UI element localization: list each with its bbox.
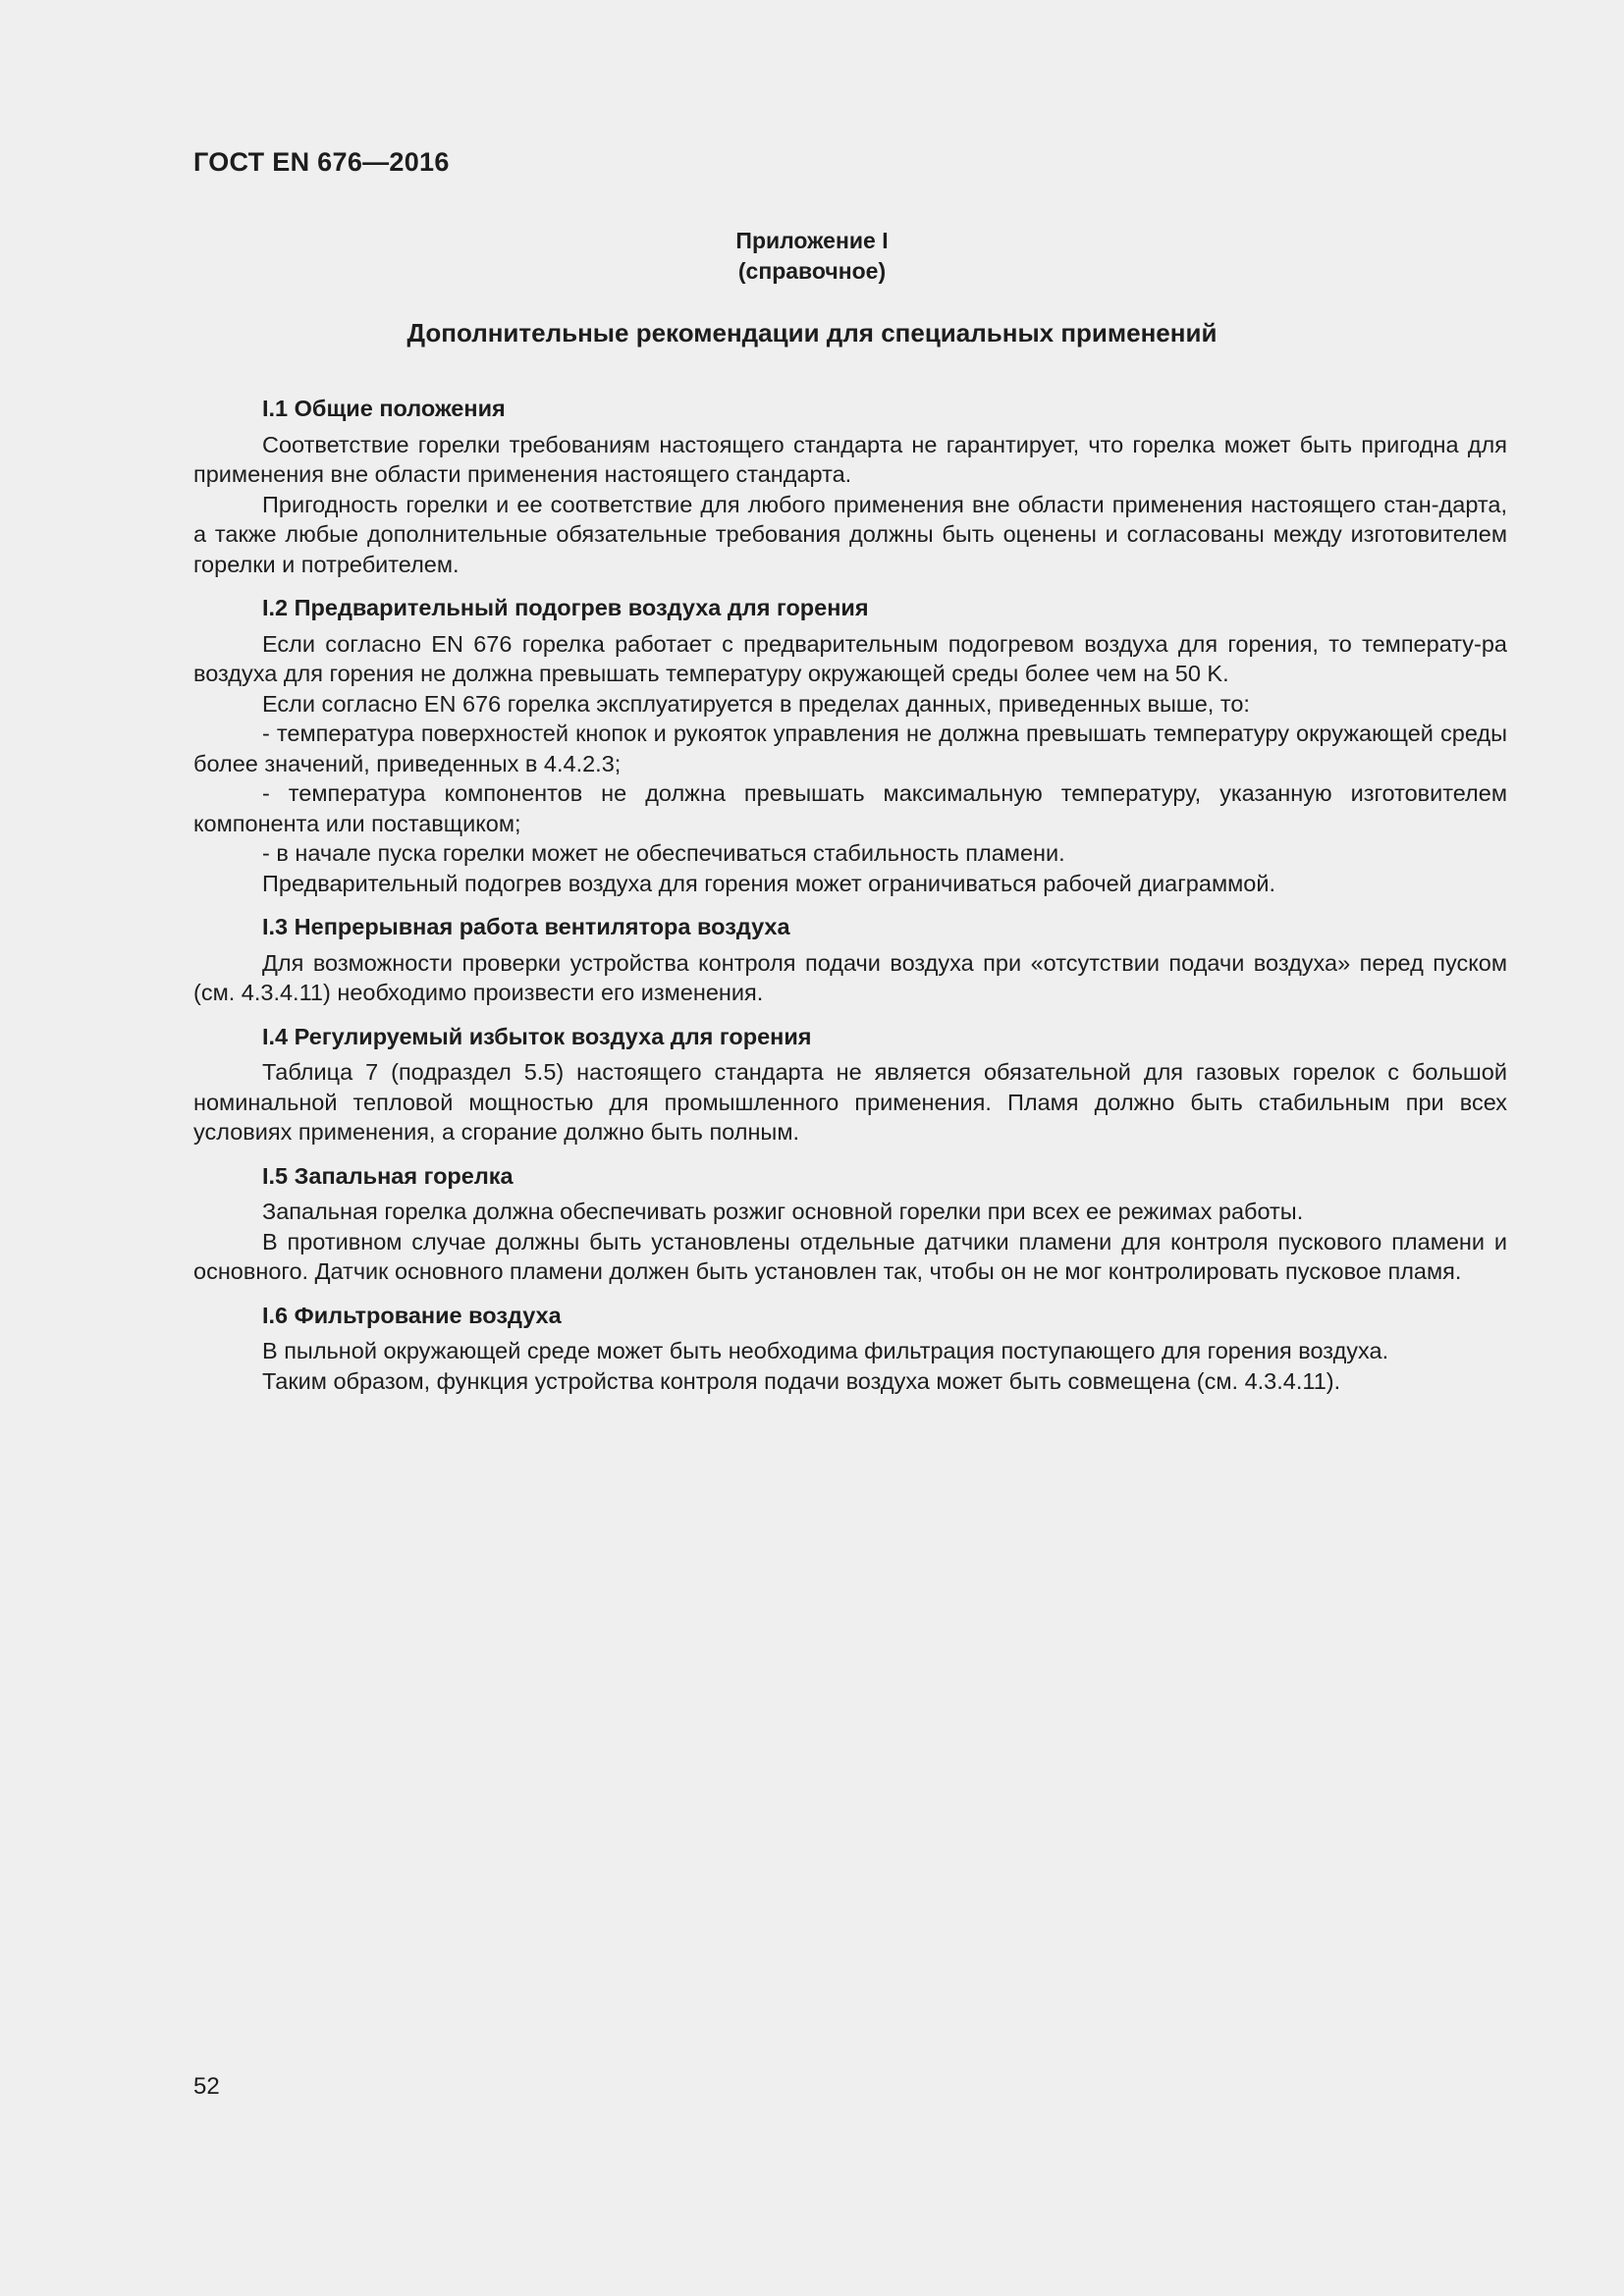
list-item: - температура поверхностей кнопок и рукояток управления не должна превышать температуру окружающей среды более значений, приведенных в 4.4.2.3; [193, 721, 1507, 776]
appendix-status: (справочное) [737, 258, 887, 284]
paragraph: Если согласно EN 676 горелка работает с предварительным подогревом воздуха для горения, то температу-ра воздуха для горения не должна превышать температуру окружающей среды более чем на 50 K. [193, 630, 1507, 686]
section-heading: I.4 Регулируемый избыток воздуха для горения [262, 1023, 812, 1049]
section-i3 [193, 912, 1507, 1008]
document-code: ГОСТ EN 676—2016 [193, 147, 450, 177]
section-heading: I.6 Фильтрование воздуха [262, 1302, 562, 1328]
paragraph: В пыльной окружающей среде может быть необходима фильтрация поступающего для горения воздуха. [262, 1338, 1389, 1363]
paragraph: В противном случае должны быть установлены отдельные датчики пламени для контроля пускового пламени и основного. Датчик основного пламени должен быть установлен так, чтобы он не мог контролировать пусковое пламя. [193, 1228, 1507, 1284]
section-i2 [193, 593, 1507, 898]
section-heading: I.3 Непрерывная работа вентилятора воздуха [262, 914, 790, 939]
section-heading: I.2 Предварительный подогрев воздуха для горения [262, 595, 869, 620]
paragraph: Соответствие горелки требованиям настоящего стандарта не гарантирует, что горелка может быть пригодна для применения вне области применения настоящего стандарта. [193, 431, 1507, 487]
paragraph: Запальная горелка должна обеспечивать розжиг основной горелки при всех ее режимах работы. [262, 1199, 1304, 1224]
paragraph: Таблица 7 (подраздел 5.5) настоящего стандарта не является обязательной для газовых горелок с большой номинальной тепловой мощностью для промышленного применения. Пламя должно быть стабильным при всех условиях применения, а сгорание должно быть полным. [193, 1059, 1507, 1145]
list-item: - в начале пуска горелки может не обеспечиваться стабильность пламени. [262, 840, 1065, 866]
appendix-label: Приложение I [735, 228, 889, 253]
paragraph: Для возможности проверки устройства контроля подачи воздуха при «отсутствии подачи воздуха» перед пуском (см. 4.3.4.11) необходимо произвести его изменения. [193, 949, 1507, 1005]
paragraph: Предварительный подогрев воздуха для горения может ограничиваться рабочей диаграммой. [262, 870, 1275, 896]
page-number: 52 [193, 2073, 220, 2100]
document-body [193, 394, 1507, 1410]
appendix-heading [0, 226, 1624, 287]
paragraph: Пригодность горелки и ее соответствие для любого применения вне области применения настоящего стан-дарта, а также любые дополнительные обязательные требования должны быть оценены и согласованы между изготовителем горелки и потребителем. [193, 491, 1507, 577]
section-i4 [193, 1022, 1507, 1148]
list-item: - температура компонентов не должна превышать максимальную температуру, указанную изготовителем компонента или поставщиком; [193, 780, 1507, 836]
paragraph: Если согласно EN 676 горелка эксплуатируется в пределах данных, приведенных выше, то: [262, 690, 1250, 717]
section-heading: I.1 Общие положения [262, 396, 506, 421]
paragraph: Таким образом, функция устройства контроля подачи воздуха может быть совмещена (см. 4.3.4.11). [262, 1367, 1341, 1394]
section-i6 [193, 1301, 1507, 1397]
section-i5 [193, 1161, 1507, 1287]
page-title: Дополнительные рекомендации для специальных применений [406, 318, 1218, 347]
section-i1 [193, 394, 1507, 579]
section-heading: I.5 Запальная горелка [262, 1162, 514, 1189]
